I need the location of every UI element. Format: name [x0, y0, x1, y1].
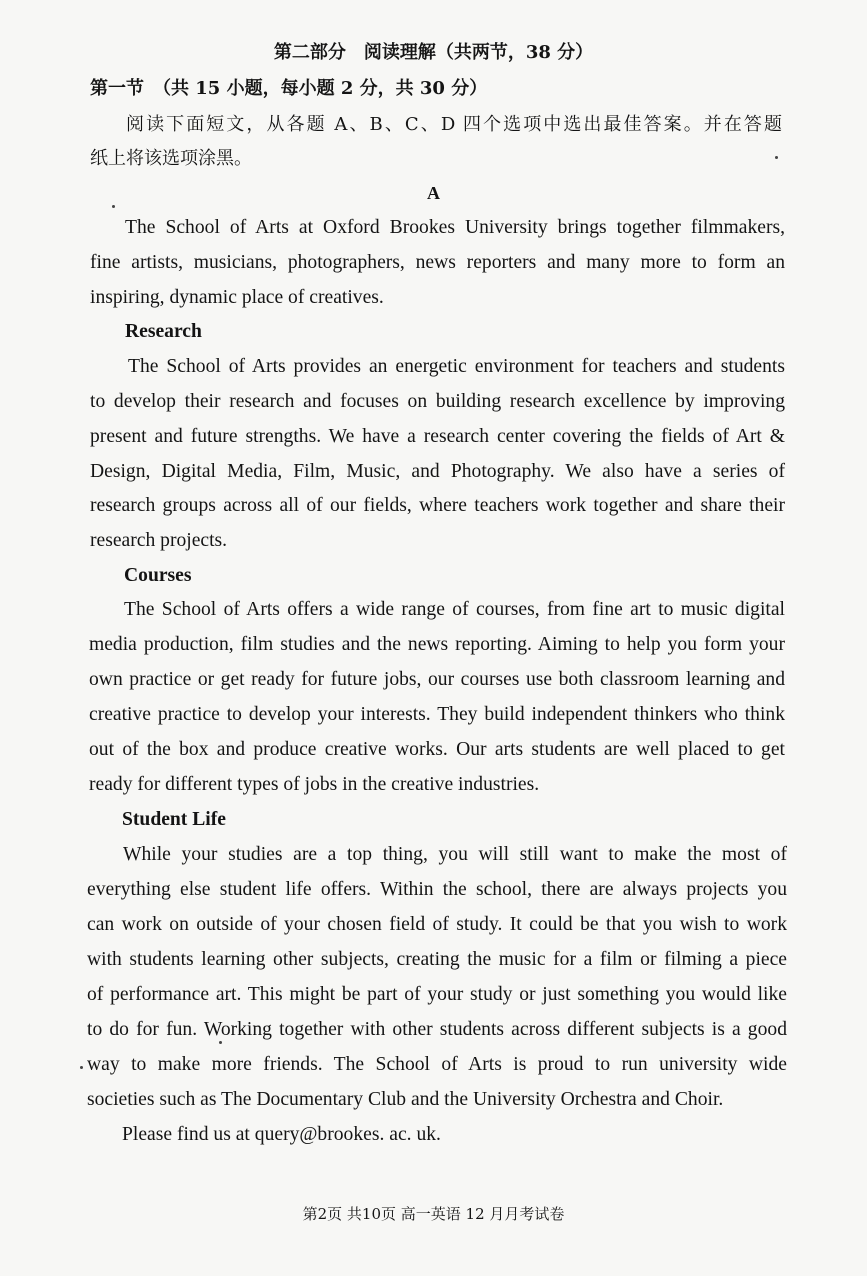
research-line: research groups across all of our fields, where teachers work together and share their — [90, 495, 785, 516]
courses-heading: Courses — [124, 565, 192, 586]
scan-speck — [80, 1066, 83, 1069]
page-footer: 第2页 共10页 高一英语 12 月月考试卷 — [302, 1205, 565, 1223]
courses-line: The School of Arts offers a wide range of courses, from fine art to music digital — [124, 599, 785, 620]
research-line: present and future strengths. We have a research center covering the fields of Art & — [90, 426, 785, 447]
intro-line: The School of Arts at Oxford Brookes University brings together filmmakers, — [125, 217, 785, 238]
instruction-line-2: 纸上将该选项涂黑。 — [90, 148, 252, 169]
instruction-line-1: 阅读下面短文，从各题 A、B、C、D 四个选项中选出最佳答案。并在答题 — [126, 114, 782, 135]
scan-speck — [219, 1041, 222, 1044]
research-line: to develop their research and focuses on building research excellence by improving — [90, 391, 785, 412]
courses-line: creative practice to develop your interests. They build independent thinkers who think — [89, 704, 785, 725]
student-life-line: can work on outside of your chosen field of study. It could be that you wish to work — [87, 914, 787, 935]
student-life-line: to do for fun. Working together with other students across different subjects is a good — [87, 1019, 787, 1040]
courses-line: own practice or get ready for future jobs, our courses use both classroom learning and — [89, 669, 785, 690]
research-heading: Research — [125, 321, 202, 342]
student-life-line: of performance art. This might be part of your study or just something you would like — [87, 984, 787, 1005]
part-title: 第二部分 阅读理解（共两节，38 分） — [273, 42, 594, 63]
courses-line: out of the box and produce creative works. Our arts students are well placed to get — [89, 739, 785, 760]
courses-line: ready for different types of jobs in the creative industries. — [89, 774, 540, 795]
student-life-line: with students learning other subjects, creating the music for a film or filming a piece — [87, 949, 787, 970]
section-title: 第一节 （共 15 小题，每小题 2 分，共 30 分） — [90, 78, 488, 99]
student-life-line: societies such as The Documentary Club and the University Orchestra and Choir. — [87, 1089, 724, 1110]
courses-line: media production, film studies and the news reporting. Aiming to help you form your — [89, 634, 785, 655]
scan-speck — [775, 156, 778, 159]
student-life-line: way to make more friends. The School of Arts is proud to run university wide — [87, 1054, 787, 1075]
student-life-line: everything else student life offers. Within the school, there are always projects you — [87, 879, 787, 900]
intro-line: fine artists, musicians, photographers, news reporters and many more to form an — [90, 252, 785, 273]
intro-line: inspiring, dynamic place of creatives. — [90, 287, 384, 308]
student-life-line: While your studies are a top thing, you will still want to make the most of — [123, 844, 787, 865]
contact-line: Please find us at query@brookes. ac. uk. — [122, 1124, 441, 1145]
scan-speck — [112, 205, 115, 208]
passage-letter: A — [427, 183, 440, 203]
research-line: Design, Digital Media, Film, Music, and Photography. We also have a series of — [90, 461, 785, 482]
research-line: research projects. — [90, 530, 228, 551]
research-line: The School of Arts provides an energetic environment for teachers and students — [128, 356, 785, 377]
student-life-heading: Student Life — [122, 809, 226, 830]
